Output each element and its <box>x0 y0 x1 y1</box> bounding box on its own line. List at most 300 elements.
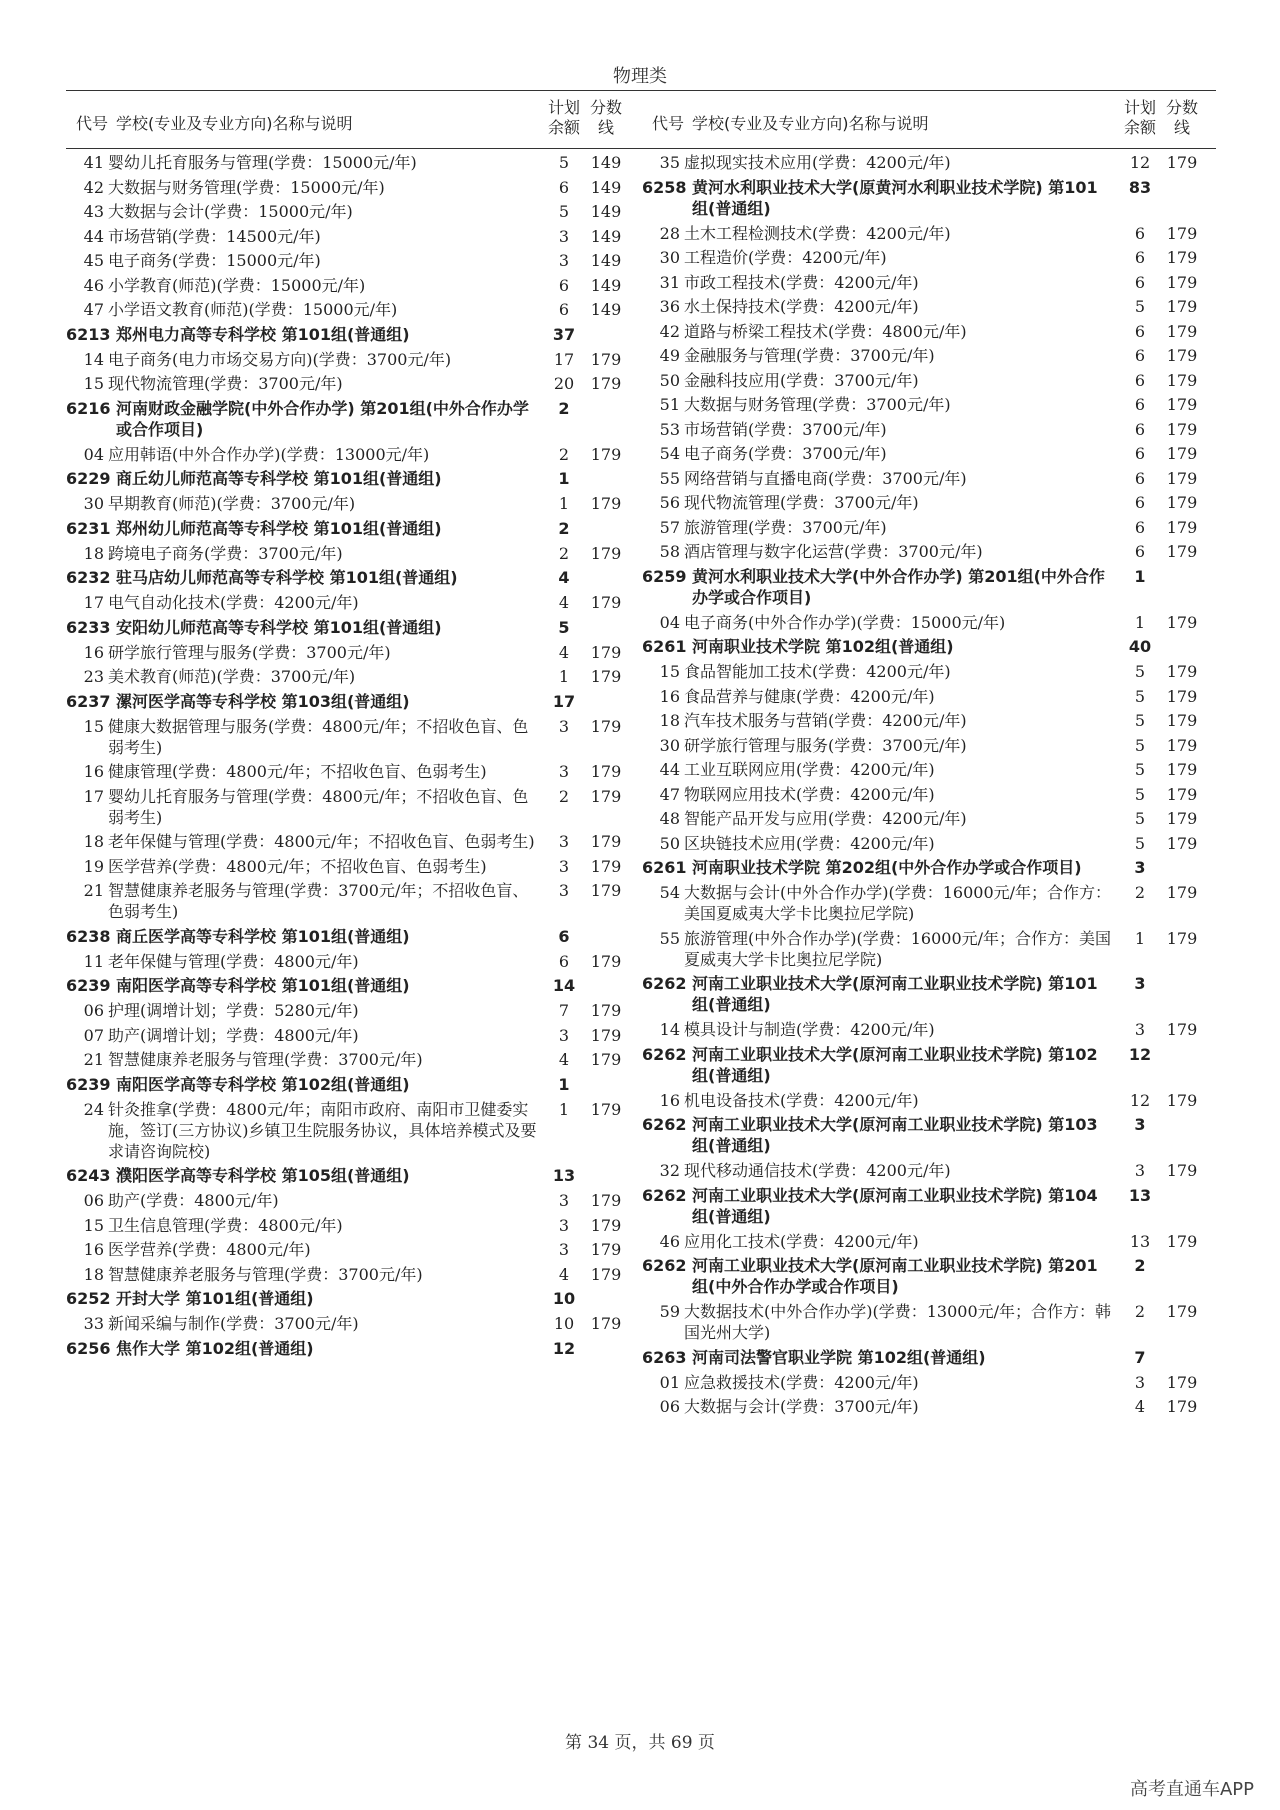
major-score-line: 179 <box>1166 248 1198 267</box>
major-code: 06 <box>83 1191 104 1210</box>
major-score-line: 179 <box>590 832 622 851</box>
major-code: 21 <box>83 1050 104 1069</box>
major-score-line: 179 <box>1166 493 1198 512</box>
major-code: 44 <box>659 760 680 779</box>
major-code: 31 <box>659 272 680 292</box>
group-plan-remaining: 40 <box>1128 637 1152 656</box>
major-name: 研学旅行管理与服务(学费：3700元/年) <box>684 735 967 755</box>
major-code: 56 <box>659 493 680 512</box>
major-code: 16 <box>83 762 104 781</box>
major-score-line: 179 <box>590 1050 622 1069</box>
school-group-row <box>642 636 1217 657</box>
group-plan-remaining: 2 <box>558 398 570 418</box>
school-group-name: 河南工业职业技术大学(原河南工业职业技术学院) 第103组(普通组) <box>692 1115 1098 1155</box>
major-code: 30 <box>659 248 680 267</box>
major-code: 18 <box>83 543 104 563</box>
major-score-line: 179 <box>590 1025 622 1045</box>
major-name: 电子商务(中外合作办学)(学费：15000元/年) <box>684 612 1006 632</box>
school-code: 6261 <box>642 637 687 656</box>
major-name: 智慧健康养老服务与管理(学费：3700元/年) <box>108 1264 423 1284</box>
school-group-row <box>642 1255 1217 1297</box>
school-group-row <box>642 177 1217 219</box>
school-group-row <box>642 1044 1217 1086</box>
header-name: 学校(专业及专业方向)名称与说明 <box>692 114 929 133</box>
major-row <box>642 1396 1217 1417</box>
major-row <box>66 226 641 247</box>
major-name: 旅游管理(学费：3700元/年) <box>684 517 887 537</box>
major-plan-remaining: 2 <box>1134 883 1146 902</box>
major-plan-remaining: 4 <box>558 1050 570 1069</box>
major-name: 卫生信息管理(学费：4800元/年) <box>108 1215 343 1235</box>
school-code: 6262 <box>642 1115 687 1134</box>
major-score-line: 179 <box>1166 1090 1198 1110</box>
major-code: 04 <box>659 612 680 632</box>
major-row <box>66 1215 641 1236</box>
major-code: 55 <box>659 468 680 488</box>
major-plan-remaining: 5 <box>1134 686 1146 706</box>
major-score-line: 179 <box>590 881 622 900</box>
major-code: 17 <box>83 786 104 806</box>
major-name: 老年保健与管理(学费：4800元/年；不招收色盲、色弱考生) <box>108 832 535 851</box>
major-plan-remaining: 5 <box>1134 760 1146 779</box>
major-plan-remaining: 3 <box>558 251 570 270</box>
major-score-line: 179 <box>1166 370 1198 390</box>
major-score-line: 149 <box>590 300 622 319</box>
major-score-line: 149 <box>590 153 622 172</box>
major-name: 市政工程技术(学费：4200元/年) <box>684 272 919 292</box>
school-group-row <box>642 1114 1217 1156</box>
major-row <box>66 761 641 782</box>
major-plan-remaining: 3 <box>1134 1020 1146 1039</box>
major-plan-remaining: 1 <box>558 667 570 686</box>
school-group-name: 开封大学 第101组(普通组) <box>116 1289 314 1308</box>
major-plan-remaining: 6 <box>558 951 570 971</box>
school-group-row <box>66 691 641 712</box>
group-plan-remaining: 17 <box>552 691 576 711</box>
major-code: 16 <box>83 1240 104 1259</box>
major-score-line: 179 <box>1166 883 1198 902</box>
major-plan-remaining: 4 <box>558 1264 570 1284</box>
major-score-line: 179 <box>1166 735 1198 755</box>
major-code: 50 <box>659 370 680 390</box>
major-name: 大数据与会计(学费：15000元/年) <box>108 202 353 221</box>
group-plan-remaining: 3 <box>1134 858 1146 877</box>
major-row <box>642 1160 1217 1181</box>
major-plan-remaining: 5 <box>1134 735 1146 755</box>
school-code: 6256 <box>66 1338 111 1358</box>
major-code: 36 <box>659 297 680 316</box>
school-group-name: 郑州电力高等专科学校 第101组(普通组) <box>116 324 410 344</box>
school-group-row <box>66 617 641 638</box>
major-plan-remaining: 6 <box>1134 248 1146 267</box>
major-row <box>642 492 1217 513</box>
major-score-line: 179 <box>1166 760 1198 779</box>
major-code: 15 <box>83 716 104 736</box>
major-score-line: 179 <box>1166 686 1198 706</box>
column-header-left <box>66 96 641 146</box>
major-score-line: 179 <box>1166 1397 1198 1416</box>
major-plan-remaining: 1 <box>558 494 570 513</box>
school-code: 6213 <box>66 324 111 344</box>
major-score-line: 179 <box>590 716 622 736</box>
school-group-name: 南阳医学高等专科学校 第102组(普通组) <box>116 1074 410 1094</box>
major-row <box>642 541 1217 562</box>
major-name: 土木工程检测技术(学费：4200元/年) <box>684 223 951 243</box>
school-group-name: 焦作大学 第102组(普通组) <box>116 1338 314 1358</box>
major-name: 老年保健与管理(学费：4800元/年) <box>108 951 359 971</box>
school-group-row <box>66 518 641 539</box>
major-name: 助产(学费：4800元/年) <box>108 1191 279 1210</box>
right-column <box>642 152 1217 1421</box>
major-score-line: 179 <box>1166 784 1198 804</box>
major-code: 15 <box>659 662 680 681</box>
major-row <box>642 419 1217 440</box>
school-code: 6262 <box>642 974 687 993</box>
major-row <box>642 272 1217 293</box>
major-name: 虚拟现实技术应用(学费：4200元/年) <box>684 153 951 172</box>
school-code: 6261 <box>642 858 687 877</box>
group-plan-remaining: 5 <box>558 617 570 637</box>
major-name: 智慧健康养老服务与管理(学费：3700元/年) <box>108 1050 423 1069</box>
major-plan-remaining: 3 <box>558 226 570 246</box>
major-row <box>642 517 1217 538</box>
major-plan-remaining: 2 <box>558 444 570 464</box>
major-plan-remaining: 6 <box>1134 419 1146 439</box>
major-plan-remaining: 3 <box>558 1025 570 1045</box>
major-score-line: 179 <box>1166 1372 1198 1392</box>
school-code: 6252 <box>66 1289 111 1308</box>
major-score-line: 179 <box>1166 612 1198 632</box>
school-code: 6216 <box>66 398 111 418</box>
major-name: 护理(调增计划；学费：5280元/年) <box>108 1001 359 1020</box>
major-plan-remaining: 6 <box>1134 517 1146 537</box>
major-row <box>642 661 1217 682</box>
major-name: 应用化工技术(学费：4200元/年) <box>684 1231 919 1251</box>
major-name: 食品营养与健康(学费：4200元/年) <box>684 686 935 706</box>
school-group-row <box>642 566 1217 608</box>
major-row <box>66 880 641 922</box>
group-plan-remaining: 10 <box>552 1289 576 1308</box>
major-name: 网络营销与直播电商(学费：3700元/年) <box>684 468 967 488</box>
major-score-line: 179 <box>1166 542 1198 561</box>
major-plan-remaining: 7 <box>558 1001 570 1020</box>
group-plan-remaining: 3 <box>1134 1115 1146 1134</box>
major-score-line: 149 <box>590 275 622 295</box>
major-score-line: 179 <box>1166 223 1198 243</box>
major-score-line: 179 <box>590 543 622 563</box>
major-code: 44 <box>83 226 104 246</box>
group-plan-remaining: 12 <box>1128 1044 1152 1064</box>
major-row <box>66 493 641 514</box>
major-row <box>642 928 1217 970</box>
major-row <box>642 1301 1217 1343</box>
school-group-name: 郑州幼儿师范高等专科学校 第101组(普通组) <box>116 518 442 538</box>
major-row <box>642 612 1217 633</box>
school-group-row <box>642 857 1217 878</box>
major-score-line: 179 <box>1166 1020 1198 1039</box>
major-row <box>642 735 1217 756</box>
major-code: 16 <box>659 686 680 706</box>
major-row <box>66 716 641 758</box>
header-plan: 计划余额 <box>547 98 580 137</box>
major-score-line: 179 <box>590 349 622 369</box>
school-group-row <box>66 1338 641 1359</box>
major-plan-remaining: 6 <box>1134 444 1146 463</box>
major-code: 18 <box>659 711 680 730</box>
major-plan-remaining: 1 <box>1134 928 1146 948</box>
major-plan-remaining: 5 <box>1134 711 1146 730</box>
major-plan-remaining: 4 <box>1134 1397 1146 1416</box>
major-row <box>66 666 641 687</box>
major-plan-remaining: 4 <box>558 593 570 612</box>
major-score-line: 179 <box>1166 809 1198 828</box>
major-name: 金融服务与管理(学费：3700元/年) <box>684 346 935 365</box>
major-row <box>66 1099 641 1162</box>
major-name: 大数据与会计(学费：3700元/年) <box>684 1397 919 1416</box>
major-score-line: 179 <box>1166 928 1198 948</box>
major-plan-remaining: 6 <box>1134 223 1146 243</box>
major-plan-remaining: 10 <box>553 1314 575 1333</box>
school-code: 6232 <box>66 568 111 587</box>
major-name: 智慧健康养老服务与管理(学费：3700元/年；不招收色盲、色弱考生) <box>108 881 529 921</box>
major-plan-remaining: 3 <box>558 1191 570 1210</box>
major-name: 水土保持技术(学费：4200元/年) <box>684 297 919 316</box>
major-name: 机电设备技术(学费：4200元/年) <box>684 1090 919 1110</box>
major-name: 早期教育(师范)(学费：3700元/年) <box>108 494 356 513</box>
major-plan-remaining: 3 <box>1134 1372 1146 1392</box>
major-row <box>642 443 1217 464</box>
header-name: 学校(专业及专业方向)名称与说明 <box>116 114 353 133</box>
major-name: 新闻采编与制作(学费：3700元/年) <box>108 1314 359 1333</box>
major-plan-remaining: 3 <box>558 762 570 781</box>
school-group-name: 河南职业技术学院 第202组(中外合作办学或合作项目) <box>692 858 1082 877</box>
major-row <box>642 1090 1217 1111</box>
major-row <box>66 642 641 663</box>
major-plan-remaining: 5 <box>1134 662 1146 681</box>
major-name: 现代物流管理(学费：3700元/年) <box>108 374 343 393</box>
major-plan-remaining: 1 <box>1134 612 1146 632</box>
major-plan-remaining: 3 <box>558 1215 570 1235</box>
major-name: 研学旅行管理与服务(学费：3700元/年) <box>108 642 391 662</box>
major-row <box>66 1264 641 1285</box>
major-name: 区块链技术应用(学费：4200元/年) <box>684 833 935 853</box>
major-plan-remaining: 12 <box>1129 1090 1151 1110</box>
major-name: 跨境电子商务(学费：3700元/年) <box>108 543 343 563</box>
major-plan-remaining: 5 <box>1134 297 1146 316</box>
major-row <box>66 856 641 877</box>
major-code: 33 <box>83 1314 104 1333</box>
group-plan-remaining: 4 <box>558 568 570 587</box>
school-code: 6231 <box>66 518 111 538</box>
major-score-line: 179 <box>590 494 622 513</box>
major-plan-remaining: 12 <box>1129 153 1151 172</box>
major-code: 49 <box>659 346 680 365</box>
major-plan-remaining: 6 <box>1134 468 1146 488</box>
major-plan-remaining: 6 <box>558 275 570 295</box>
major-code: 07 <box>83 1025 104 1045</box>
major-name: 电子商务(电力市场交易方向)(学费：3700元/年) <box>108 349 452 369</box>
major-score-line: 179 <box>590 1001 622 1020</box>
major-score-line: 179 <box>1166 395 1198 414</box>
major-plan-remaining: 5 <box>1134 784 1146 804</box>
major-name: 市场营销(学费：14500元/年) <box>108 226 321 246</box>
major-plan-remaining: 2 <box>558 543 570 563</box>
major-code: 46 <box>659 1231 680 1251</box>
major-code: 19 <box>83 856 104 876</box>
group-plan-remaining: 7 <box>1134 1347 1146 1367</box>
major-name: 现代移动通信技术(学费：4200元/年) <box>684 1161 951 1180</box>
group-plan-remaining: 14 <box>552 976 576 995</box>
major-score-line: 179 <box>590 1314 622 1333</box>
major-score-line: 179 <box>590 786 622 806</box>
major-name: 大数据与财务管理(学费：15000元/年) <box>108 177 385 197</box>
major-row <box>66 152 641 173</box>
major-name: 应用韩语(中外合作办学)(学费：13000元/年) <box>108 444 430 464</box>
school-group-name: 商丘幼儿师范高等专科学校 第101组(普通组) <box>116 469 442 488</box>
major-name: 大数据与会计(中外合作办学)(学费：16000元/年；合作方：美国夏威夷大学卡比奥拉尼学院) <box>684 883 1112 923</box>
header-plan: 计划余额 <box>1123 98 1156 137</box>
major-score-line: 179 <box>1166 1161 1198 1180</box>
major-score-line: 179 <box>590 642 622 662</box>
major-code: 01 <box>659 1372 680 1392</box>
school-group-name: 河南司法警官职业学院 第102组(普通组) <box>692 1347 986 1367</box>
major-score-line: 179 <box>590 762 622 781</box>
major-name: 电子商务(学费：3700元/年) <box>684 444 887 463</box>
page-footer: 第 34 页，共 69 页 <box>565 1733 715 1753</box>
major-score-line: 179 <box>1166 517 1198 537</box>
major-code: 54 <box>659 883 680 902</box>
major-name: 酒店管理与数字化运营(学费：3700元/年) <box>684 542 983 561</box>
column-header-right <box>642 96 1217 146</box>
school-group-row <box>66 1288 641 1309</box>
school-code: 6258 <box>642 177 687 197</box>
school-code: 6229 <box>66 469 111 488</box>
major-row <box>66 1239 641 1260</box>
major-score-line: 179 <box>590 951 622 971</box>
major-plan-remaining: 5 <box>1134 833 1146 853</box>
major-row <box>642 784 1217 805</box>
school-group-name: 濮阳医学高等专科学校 第105组(普通组) <box>116 1166 410 1185</box>
major-name: 智能产品开发与应用(学费：4200元/年) <box>684 809 967 828</box>
major-code: 11 <box>83 951 104 971</box>
school-group-name: 黄河水利职业技术大学(原黄河水利职业技术学院) 第101组(普通组) <box>692 177 1098 218</box>
major-plan-remaining: 2 <box>1134 1302 1146 1321</box>
major-plan-remaining: 5 <box>1134 809 1146 828</box>
major-row <box>642 710 1217 731</box>
header-rule <box>66 148 1216 149</box>
school-code: 6239 <box>66 1074 111 1094</box>
school-group-row <box>66 926 641 947</box>
major-plan-remaining: 6 <box>1134 395 1146 414</box>
major-code: 04 <box>83 444 104 464</box>
major-plan-remaining: 3 <box>1134 1161 1146 1180</box>
school-group-row <box>66 468 641 489</box>
major-code: 55 <box>659 928 680 948</box>
major-plan-remaining: 3 <box>558 856 570 876</box>
major-code: 30 <box>659 735 680 755</box>
group-plan-remaining: 12 <box>552 1338 576 1358</box>
major-row <box>66 1000 641 1021</box>
major-name: 工业互联网应用(学费：4200元/年) <box>684 760 935 779</box>
school-group-row <box>642 973 1217 1015</box>
major-code: 18 <box>83 1264 104 1284</box>
major-row <box>642 345 1217 366</box>
major-name: 医学营养(学费：4800元/年；不招收色盲、色弱考生) <box>108 856 487 876</box>
school-group-name: 河南工业职业技术大学(原河南工业职业技术学院) 第101组(普通组) <box>692 974 1098 1014</box>
major-score-line: 149 <box>590 202 622 221</box>
major-name: 电子商务(学费：15000元/年) <box>108 251 321 270</box>
major-row <box>66 177 641 198</box>
school-group-row <box>642 1347 1217 1368</box>
major-score-line: 179 <box>1166 444 1198 463</box>
major-row <box>66 1049 641 1070</box>
major-row <box>66 592 641 613</box>
major-plan-remaining: 6 <box>558 177 570 197</box>
major-code: 43 <box>83 202 104 221</box>
app-watermark: 高考直通车APP <box>1129 1779 1254 1800</box>
major-row <box>642 247 1217 268</box>
major-name: 健康管理(学费：4800元/年；不招收色盲、色弱考生) <box>108 762 487 781</box>
major-plan-remaining: 6 <box>1134 321 1146 341</box>
major-row <box>642 686 1217 707</box>
major-code: 06 <box>659 1397 680 1416</box>
major-row <box>642 1231 1217 1252</box>
school-code: 6233 <box>66 617 111 637</box>
major-plan-remaining: 5 <box>558 153 570 172</box>
school-group-row <box>642 1185 1217 1227</box>
school-code: 6262 <box>642 1256 687 1275</box>
major-code: 45 <box>83 251 104 270</box>
major-name: 电气自动化技术(学费：4200元/年) <box>108 593 359 612</box>
major-plan-remaining: 6 <box>1134 272 1146 292</box>
major-name: 道路与桥梁工程技术(学费：4800元/年) <box>684 321 967 341</box>
major-row <box>642 468 1217 489</box>
major-plan-remaining: 17 <box>553 349 575 369</box>
major-name: 模具设计与制造(学费：4200元/年) <box>684 1020 935 1039</box>
major-score-line: 179 <box>1166 833 1198 853</box>
group-plan-remaining: 83 <box>1128 177 1152 197</box>
school-code: 6239 <box>66 976 111 995</box>
major-row <box>66 299 641 320</box>
major-score-line: 179 <box>590 1264 622 1284</box>
major-plan-remaining: 2 <box>558 786 570 806</box>
school-code: 6243 <box>66 1166 111 1185</box>
major-score-line: 179 <box>590 1240 622 1259</box>
major-code: 53 <box>659 419 680 439</box>
major-plan-remaining: 6 <box>1134 346 1146 365</box>
group-plan-remaining: 1 <box>558 469 570 488</box>
major-plan-remaining: 6 <box>558 300 570 319</box>
major-name: 婴幼儿托育服务与管理(学费：4800元/年；不招收色盲、色弱考生) <box>108 786 529 827</box>
major-name: 婴幼儿托育服务与管理(学费：15000元/年) <box>108 153 417 172</box>
header-score: 分数线 <box>1165 98 1198 137</box>
header-code: 代号 <box>652 114 685 133</box>
major-row <box>66 951 641 972</box>
major-row <box>642 833 1217 854</box>
school-group-row <box>66 975 641 996</box>
major-row <box>642 394 1217 415</box>
major-score-line: 149 <box>590 177 622 197</box>
school-code: 6262 <box>642 1185 687 1205</box>
major-row <box>66 1025 641 1046</box>
major-code: 32 <box>659 1161 680 1180</box>
school-code: 6263 <box>642 1347 687 1367</box>
major-score-line: 179 <box>590 444 622 464</box>
major-plan-remaining: 3 <box>558 881 570 900</box>
major-code: 21 <box>83 881 104 900</box>
major-row <box>642 321 1217 342</box>
major-code: 30 <box>83 494 104 513</box>
